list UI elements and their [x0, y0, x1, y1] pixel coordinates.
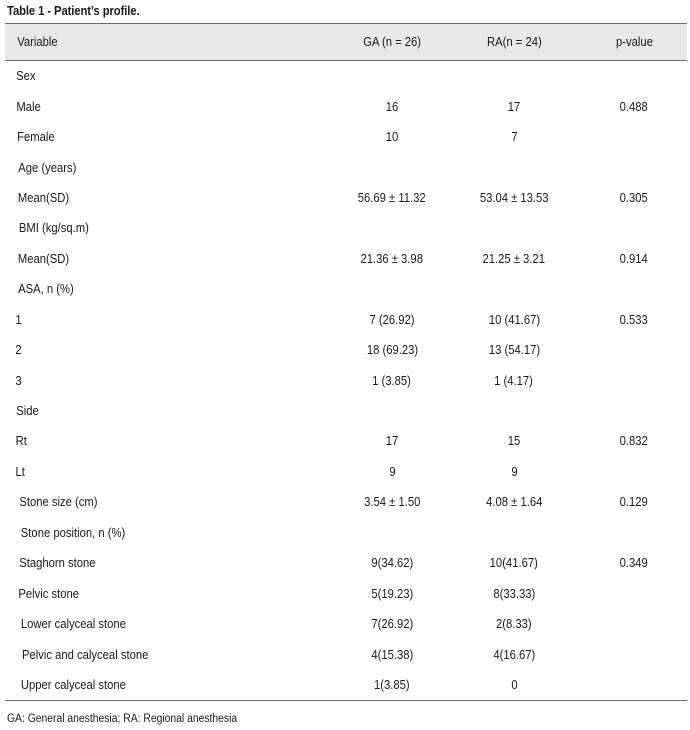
- cell-ra: 17: [507, 99, 521, 114]
- cell-ra: 0: [510, 677, 518, 692]
- cell-ra: 7: [510, 130, 518, 145]
- header-ra: RA(n = 24): [486, 35, 542, 49]
- table-row: [5, 609, 687, 639]
- cell-variable: Age (years): [18, 160, 77, 175]
- cell-variable: Sex: [16, 69, 36, 84]
- table-row: [5, 183, 687, 213]
- table-row: [5, 335, 687, 365]
- cell-ga: 17: [385, 434, 399, 449]
- cell-variable: BMI (kg/sq.m): [18, 221, 89, 236]
- table-row: [5, 578, 687, 608]
- table-row: [5, 91, 687, 121]
- cell-ga: 1 (3.85): [372, 373, 412, 388]
- cell-variable: Side: [16, 404, 39, 419]
- cell-variable: Male: [16, 99, 41, 114]
- cell-p-value: [565, 122, 690, 152]
- cell-ga: 7 (26.92): [369, 312, 415, 327]
- table-row: [5, 670, 687, 700]
- cell-variable: 1: [15, 312, 22, 327]
- cell-ra: 13 (54.17): [488, 343, 540, 358]
- cell-p-value: 0.488: [619, 99, 649, 114]
- table-row: [5, 396, 687, 426]
- cell-variable: Rt: [15, 434, 27, 449]
- cell-p-value: [565, 639, 690, 669]
- cell-ga: 16: [385, 99, 399, 114]
- cell-p-value: [565, 609, 690, 639]
- cell-variable: ASA, n (%): [18, 282, 74, 297]
- table-body: [5, 61, 687, 701]
- cell-p-value: 0.914: [619, 251, 649, 266]
- cell-p-value: [565, 457, 690, 487]
- table-row: [5, 639, 687, 669]
- cell-ga: 5(19.23): [371, 586, 413, 601]
- cell-p-value: [565, 365, 690, 395]
- cell-variable: Mean(SD): [17, 251, 70, 266]
- cell-variable: Mean(SD): [17, 190, 70, 205]
- cell-ga: 1(3.85): [374, 677, 410, 692]
- cell-p-value: 0.349: [619, 556, 649, 571]
- cell-p-value: [565, 61, 690, 91]
- cell-p-value: [565, 518, 690, 548]
- table-row: [5, 457, 687, 487]
- cell-p-value: [565, 152, 690, 182]
- cell-ra: 8(33.33): [493, 586, 535, 601]
- cell-ra: 1 (4.17): [494, 373, 534, 388]
- table-row: [5, 244, 687, 274]
- table-row: [5, 305, 687, 335]
- table-row: [5, 518, 687, 548]
- cell-ra: 21.25 ± 3.21: [482, 251, 546, 266]
- cell-p-value: [565, 670, 690, 700]
- cell-ra: 53.04 ± 13.53: [479, 190, 549, 205]
- header-variable: Variable: [17, 35, 58, 49]
- cell-variable: Pelvic and calyceal stone: [22, 647, 149, 662]
- cell-ra: 9: [510, 464, 518, 479]
- cell-p-value: [565, 335, 690, 365]
- cell-ra: 10(41.67): [489, 556, 539, 571]
- table-footnote: GA: General anesthesia; RA: Regional anesthesia: [7, 713, 238, 725]
- cell-ra: 10 (41.67): [488, 312, 540, 327]
- cell-variable: Lt: [15, 464, 25, 479]
- cell-ga: 9: [388, 464, 396, 479]
- cell-p-value: [565, 396, 690, 426]
- cell-variable: 3: [15, 373, 22, 388]
- cell-ga: 18 (69.23): [366, 343, 418, 358]
- cell-ra: 2(8.33): [496, 617, 532, 632]
- table-row: [5, 365, 687, 395]
- header-p-value: p-value: [615, 35, 653, 49]
- table-row: [5, 548, 687, 578]
- cell-ga: 3.54 ± 1.50: [363, 495, 421, 510]
- table-row: [5, 274, 687, 304]
- table-row: [5, 61, 687, 91]
- cell-p-value: 0.832: [619, 434, 649, 449]
- table-header-row: [5, 23, 687, 61]
- cell-ga: 7(26.92): [371, 617, 413, 632]
- cell-ga: 56.69 ± 11.32: [358, 190, 426, 205]
- table-row: [5, 122, 687, 152]
- cell-ra: 15: [507, 434, 521, 449]
- cell-variable: Lower calyceal stone: [20, 617, 126, 632]
- cell-variable: Stone size (cm): [19, 495, 98, 510]
- cell-variable: 2: [15, 343, 22, 358]
- cell-ra: 4(16.67): [493, 647, 535, 662]
- cell-p-value: 0.129: [619, 495, 649, 510]
- cell-variable: Upper calyceal stone: [20, 677, 126, 692]
- cell-ra: 4.08 ± 1.64: [485, 495, 543, 510]
- cell-ga: 21.36 ± 3.98: [360, 251, 424, 266]
- cell-p-value: [565, 274, 690, 304]
- cell-variable: Stone position, n (%): [20, 525, 126, 540]
- cell-ga: 9(34.62): [371, 556, 413, 571]
- cell-ga: 4(15.38): [371, 647, 413, 662]
- cell-variable: Staghorn stone: [19, 556, 96, 571]
- patient-profile-table: [5, 23, 687, 701]
- cell-ga: 10: [385, 130, 399, 145]
- table-row: [5, 213, 687, 243]
- cell-p-value: 0.533: [619, 312, 649, 327]
- cell-variable: Female: [17, 130, 55, 145]
- header-ga: GA (n = 26): [363, 35, 421, 49]
- table-caption: Table 1 - Patient’s profile.: [7, 4, 140, 18]
- table-row: [5, 152, 687, 182]
- table-row: [5, 426, 687, 456]
- cell-p-value: 0.305: [619, 190, 649, 205]
- cell-p-value: [565, 213, 690, 243]
- table-row: [5, 487, 687, 517]
- cell-p-value: [565, 578, 690, 608]
- cell-variable: Pelvic stone: [18, 586, 80, 601]
